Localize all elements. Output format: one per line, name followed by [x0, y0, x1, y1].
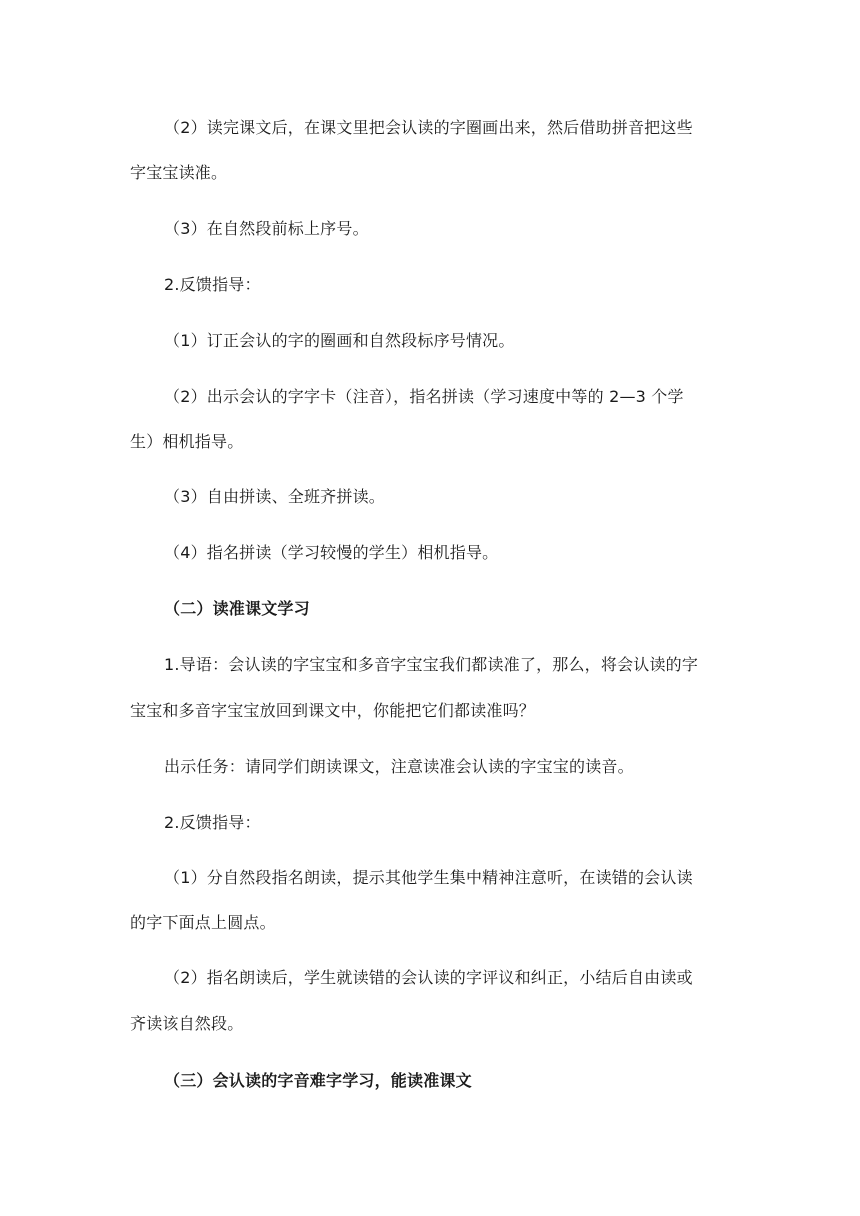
paragraph-line: （3）自由拼读、全班齐拼读。 [164, 487, 385, 506]
paragraph-line: （2）指名朗读后，学生就读错的会认读的字评议和纠正，小结后自由读或 [164, 968, 693, 987]
paragraph-line: 字宝宝读准。 [130, 163, 228, 182]
paragraph-line: 宝宝和多音字宝宝放回到课文中，你能把它们都读准吗？ [130, 701, 536, 720]
paragraph-line: （1）分自然段指名朗读，提示其他学生集中精神注意听，在读错的会认读 [164, 868, 693, 887]
paragraph-line: 生）相机指导。 [130, 432, 244, 451]
section-heading: （三）会认读的字音难字学习，能读准课文 [164, 1071, 472, 1090]
section-subheading: 2.反馈指导： [164, 813, 261, 832]
paragraph-line: 的字下面点上圆点。 [130, 913, 276, 932]
paragraph-line: （2）读完课文后，在课文里把会认读的字圈画出来，然后借助拼音把这些 [164, 118, 693, 137]
section-subheading: 2.反馈指导： [164, 275, 261, 294]
paragraph-line: 1.导语：会认读的字宝宝和多音字宝宝我们都读准了，那么，将会认读的字 [164, 655, 699, 674]
section-heading: （二）读准课文学习 [164, 599, 310, 618]
paragraph-line: 齐读该自然段。 [130, 1014, 244, 1033]
paragraph-line: （4）指名拼读（学习较慢的学生）相机指导。 [164, 543, 499, 562]
paragraph-line: 出示任务：请同学们朗读课文，注意读准会认读的字宝宝的读音。 [164, 757, 634, 776]
paragraph-line: （2）出示会认的字字卡（注音），指名拼读（学习速度中等的 2—3 个学 [164, 387, 684, 406]
paragraph-line: （3）在自然段前标上序号。 [164, 219, 369, 238]
paragraph-line: （1）订正会认的字的圈画和自然段标序号情况。 [164, 331, 515, 350]
